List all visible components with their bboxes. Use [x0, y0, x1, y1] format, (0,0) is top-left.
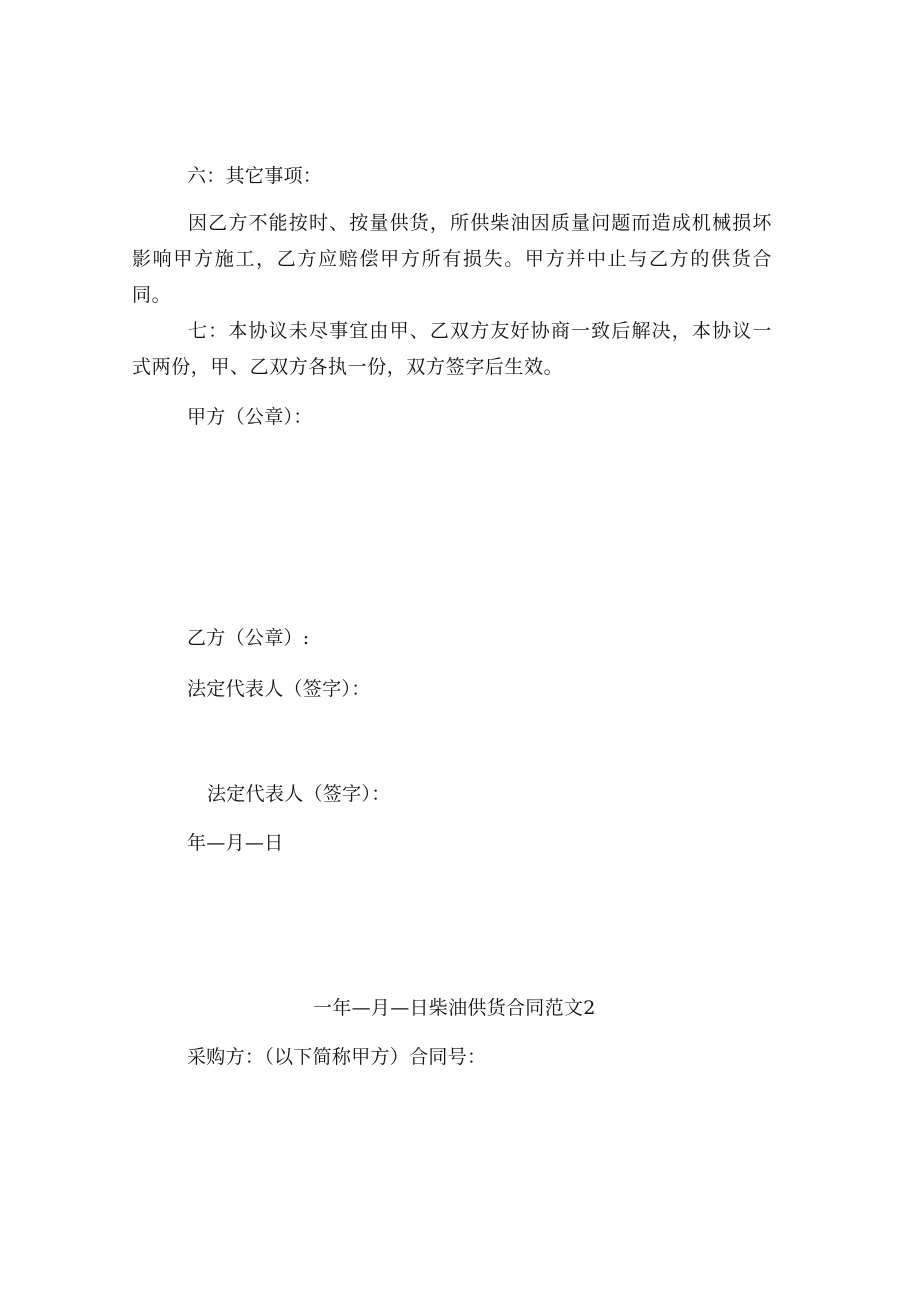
party-b-seal-label: 乙方（公章）:: [187, 627, 310, 649]
buyer-line: 采购方：（以下简称甲方）合同号：: [187, 1046, 487, 1068]
party-a-representative-label: 法定代表人（签字）：: [187, 678, 371, 700]
party-a-seal-label: 甲方（公章）：: [187, 406, 313, 428]
section-seven-body: 七：本协议未尽事宜由甲、乙双方友好协商一致后解决，本协议一式两份，甲、乙双方各执一份，双方签字后生效。: [132, 320, 772, 378]
party-b-representative-label: 法定代表人（签字）：: [207, 783, 391, 805]
date-line: 年—月—日: [187, 832, 284, 854]
next-contract-title: 一年—月—日柴油供货合同范文2: [313, 997, 596, 1019]
section-six-body: 因乙方不能按时、按量供货，所供柴油因质量问题而造成机械损坏影响甲方施工，乙方应赔偿甲方所有损失。甲方并中止与乙方的供货合同。: [132, 212, 772, 306]
section-six-heading: 六：其它事项：: [187, 165, 323, 187]
